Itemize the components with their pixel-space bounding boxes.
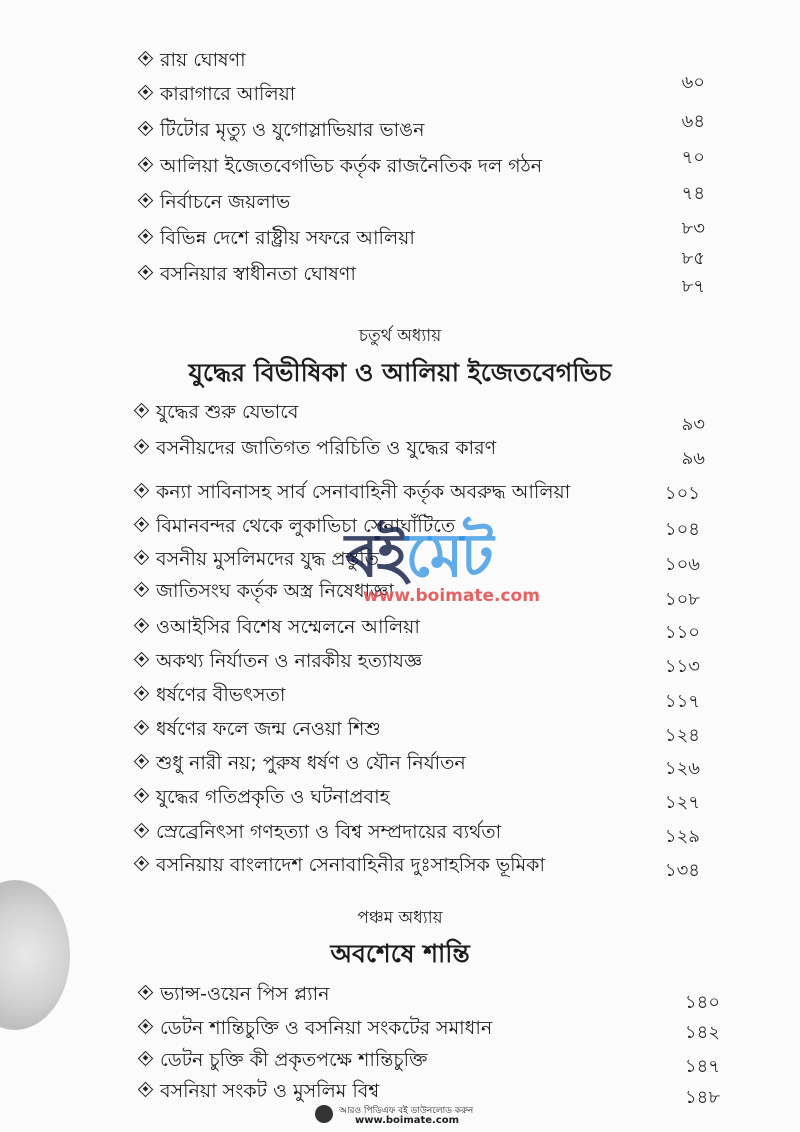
toc-entry-title: ডেটন চুক্তি কী প্রকৃতপক্ষে শান্তিচুক্তি [160,1049,428,1071]
bullet-diamond-icon [134,754,150,770]
toc-entry-page: ১৪৭ [684,1056,720,1077]
toc-entry-page: ৭০ [681,147,705,168]
bullet-diamond-icon [138,1019,154,1035]
toc-entry-title: বিমানবন্দর থেকে লুকাভিচা সেনাঘাঁটিতে [156,515,456,537]
toc-entry-page: ১২৯ [664,826,700,847]
bullet-diamond-icon [138,985,154,1001]
bullet-diamond-icon [138,193,154,209]
bullet-diamond-icon [134,550,150,566]
toc-entry [0,1044,800,1077]
bullet-diamond-icon [134,823,150,839]
toc-entry-title: আলিয়া ইজেতবেগভিচ কর্তৃক রাজনৈতিক দল গঠন [160,155,543,177]
watermark-logo-part2: মেট [405,521,492,591]
toc-entry [0,679,800,712]
bullet-diamond-icon [138,157,154,173]
toc-entry-title: বসনীয় মুসলিমদের যুদ্ধ প্রস্তুতি [156,548,379,570]
bullet-diamond-icon [138,229,154,245]
toc-entry [0,147,800,180]
toc-entry-title: টিটোর মৃত্যু ও যুগোস্লাভিয়ার ভাঙন [160,119,425,141]
chapter-title: অবশেষে শান্তি [330,939,470,968]
toc-entry-page: ১০৬ [664,554,700,575]
toc-entry-title: ধর্ষণের ফলে জন্ম নেওয়া শিশু [156,718,381,740]
toc-entry-page: ৮৭ [681,276,705,297]
watermark-logo-part1: বই [345,521,406,591]
bullet-diamond-icon [138,85,154,101]
toc-entry-title: শুধু নারী নয়; পুরুষ ধর্ষণ ও যৌন নির্যাতন [156,752,466,774]
toc-entry [0,1012,800,1042]
toc-entry-title: কন্যা সাবিনাসহ সার্ব সেনাবাহিনী কর্তৃক অবরুদ্ধ আলিয়া [156,481,571,503]
footer-logo-icon [315,1105,333,1123]
bullet-diamond-icon [134,686,150,702]
bullet-diamond-icon [138,121,154,137]
toc-entry-title: ডেটন শান্তিচুক্তি ও বসনিয়া সংকটের সমাধান [160,1017,493,1039]
bullet-diamond-icon [134,652,150,668]
toc-entry-title: কারাগারে আলিয়া [160,83,296,105]
toc-entry-title: বিভিন্ন দেশে রাষ্ট্রীয় সফরে আলিয়া [160,227,415,249]
toc-entry-page: ৯৩ [681,414,705,435]
bullet-diamond-icon [134,517,150,533]
toc-entry [0,816,800,846]
boimate-watermark [345,510,545,610]
toc-entry-title: বসনীয়দের জাতিগত পরিচিতি ও যুদ্ধের কারণ [156,437,497,459]
bullet-diamond-icon [138,1051,154,1067]
toc-entry [0,111,800,144]
toc-entry-title: বসনিয়ায় বাংলাদেশ সেনাবাহিনীর দুঃসাহসিক ভূমিকা [156,854,545,876]
toc-entry-page: ১০৮ [664,589,700,610]
toc-entry-page: ৭৪ [681,183,705,204]
toc-entry-title: নির্বাচনে জয়লাভ [160,191,291,213]
toc-entry-title: বসনিয়ার স্বাধীনতা ঘোষণা [160,263,356,285]
toc-entry-page-only [0,272,800,302]
toc-entry [0,978,800,1013]
toc-entry-page: ১২৪ [664,725,700,746]
toc-entry-page: ৬০ [681,72,705,93]
bullet-diamond-icon [138,51,154,67]
watermark-url: www.boimate.com [363,586,540,606]
bullet-diamond-icon [134,403,150,419]
toc-entry [0,713,800,746]
bullet-diamond-icon [134,618,150,634]
footer-watermark [315,1101,505,1129]
bullet-diamond-icon [138,1082,154,1098]
toc-entry-title: যুদ্ধের গতিপ্রকৃতি ও ঘটনাপ্রবাহ [156,786,390,808]
toc-entry-page: ৯৬ [681,448,705,469]
toc-entry-page: ১১৩ [664,656,700,677]
toc-entry-title: বসনিয়া সংকট ও মুসলিম বিশ্ব [160,1080,380,1102]
toc-entry [0,396,800,435]
toc-entry-page: ১৪২ [684,1022,720,1043]
toc-entry [0,747,800,777]
toc-entry-page: ১২৬ [664,758,700,779]
toc-entry-title: জাতিসংঘ কর্তৃক অস্ত্র নিষেধাজ্ঞা [156,580,394,602]
toc-entry-page: ৬৪ [681,111,705,132]
toc-entry [0,476,800,506]
toc-entry [0,432,800,469]
chapter-label: পঞ্চম অধ্যায় [357,908,443,928]
toc-entry-page: ১১৭ [664,691,700,712]
toc-entry-title: ধর্ষণের বীভৎসতা [156,684,286,706]
toc-entry [0,611,800,641]
bullet-diamond-icon [134,483,150,499]
bullet-diamond-icon [134,720,150,736]
toc-entry-page: ৮৩ [681,218,705,239]
toc-entry-page: ১০৪ [664,519,700,540]
chapter-title: যুদ্ধের বিভীষিকা ও আলিয়া ইজেতবেগভিচ [188,358,612,387]
bullet-diamond-icon [134,856,150,872]
toc-entry-page: ১৪৮ [684,1087,720,1108]
bullet-diamond-icon [134,582,150,598]
footer-watermark-url: www.boimate.com [355,1115,460,1126]
toc-entry-page: ১১০ [664,622,700,643]
footer-watermark-text: আরও পিডিএফ বই ডাউনলোড করুন [339,1106,474,1116]
toc-entry [0,645,800,675]
bullet-diamond-icon [134,439,150,455]
toc-entry [0,183,800,216]
toc-entry [0,72,800,108]
toc-entry [0,781,800,811]
toc-entry-title: ভ্যান্স-ওয়েন পিস প্ল্যান [160,983,330,1005]
toc-entry-page: ৮৫ [681,248,705,269]
toc-entry-title: যুদ্ধের শুরু যেভাবে [156,401,299,423]
chapter-label: চতুর্থ অধ্যায় [358,326,442,346]
toc-entry-title: রায় ঘোষণা [160,49,246,71]
toc-entry-title: অকথ্য নির্যাতন ও নারকীয় হত্যাযজ্ঞ [156,650,423,672]
bullet-diamond-icon [134,788,150,804]
toc-entry-title: ওআইসির বিশেষ সম্মেলনে আলিয়া [156,616,420,638]
toc-entry-page: ১৩৪ [664,860,700,881]
toc-entry-page: ১৪০ [684,992,720,1013]
toc-entry-page: ১২৭ [664,792,700,813]
toc-entry-page: ১০১ [664,483,700,504]
toc-entry-title: স্রেব্রেনিৎসা গণহত্যা ও বিশ্ব সম্প্রদায়ের ব্যর্থতা [156,821,502,843]
toc-entry [0,849,800,879]
